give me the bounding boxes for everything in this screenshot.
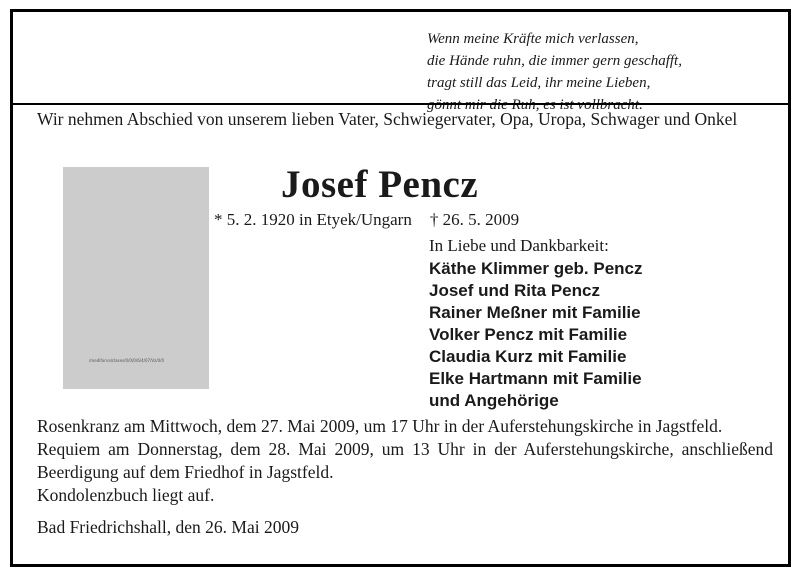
place-date: Bad Friedrichshall, den 26. Mai 2009: [37, 517, 299, 537]
portrait-placeholder: [63, 167, 209, 389]
condolence-text: Kondolenzbuch liegt auf.: [37, 485, 215, 505]
poem-line: gönnt mir die Ruh, es ist vollbracht.: [427, 97, 643, 113]
death-date: † 26. 5. 2009: [429, 210, 520, 229]
poem-line: die Hände ruhn, die immer gern geschafft,: [427, 53, 682, 69]
poem-line: Wenn meine Kräfte mich verlassen,: [427, 31, 639, 47]
mourners-block: [429, 235, 769, 412]
life-dates: [214, 208, 519, 232]
mourner-name: Claudia Kurz mit Familie: [429, 347, 627, 366]
deceased-name: Josef Pencz: [281, 163, 479, 206]
mourner-name: und Angehörige: [429, 391, 559, 410]
mourner-name: Elke Hartmann mit Familie: [429, 369, 642, 388]
service-details: [37, 415, 773, 539]
requiem-text: Requiem am Donnerstag, dem 28. Mai 2009, um 13 Uhr in der Auferstehungskirche, anschließend Beerdigung auf dem Friedhof in Jagstfeld.: [37, 439, 773, 482]
mourner-name: Volker Pencz mit Familie: [429, 325, 628, 344]
mourner-name: Käthe Klimmer geb. Pencz: [429, 259, 643, 278]
photo-caption: /mediforvalclases/0/0/0/6/4/07/Vz/0/0: [89, 358, 165, 363]
birth-date: * 5. 2. 1920 in Etyek/Ungarn: [214, 210, 412, 229]
mourner-name: Josef und Rita Pencz: [429, 281, 600, 300]
rosary-text: Rosenkranz am Mittwoch, dem 27. Mai 2009, um 17 Uhr in der Auferstehungskirche in Jagstfeld.: [37, 416, 723, 436]
mourner-name: Rainer Meßner mit Familie: [429, 303, 641, 322]
intro-text: Wir nehmen Abschied von unserem lieben Vater, Schwiegervater, Opa, Uropa, Schwager und Onkel: [37, 109, 738, 129]
obituary-notice: [10, 9, 791, 567]
divider: [13, 103, 788, 105]
poem-line: tragt still das Leid, ihr meine Lieben,: [427, 75, 651, 91]
mourners-lead: In Liebe und Dankbarkeit:: [429, 236, 609, 255]
